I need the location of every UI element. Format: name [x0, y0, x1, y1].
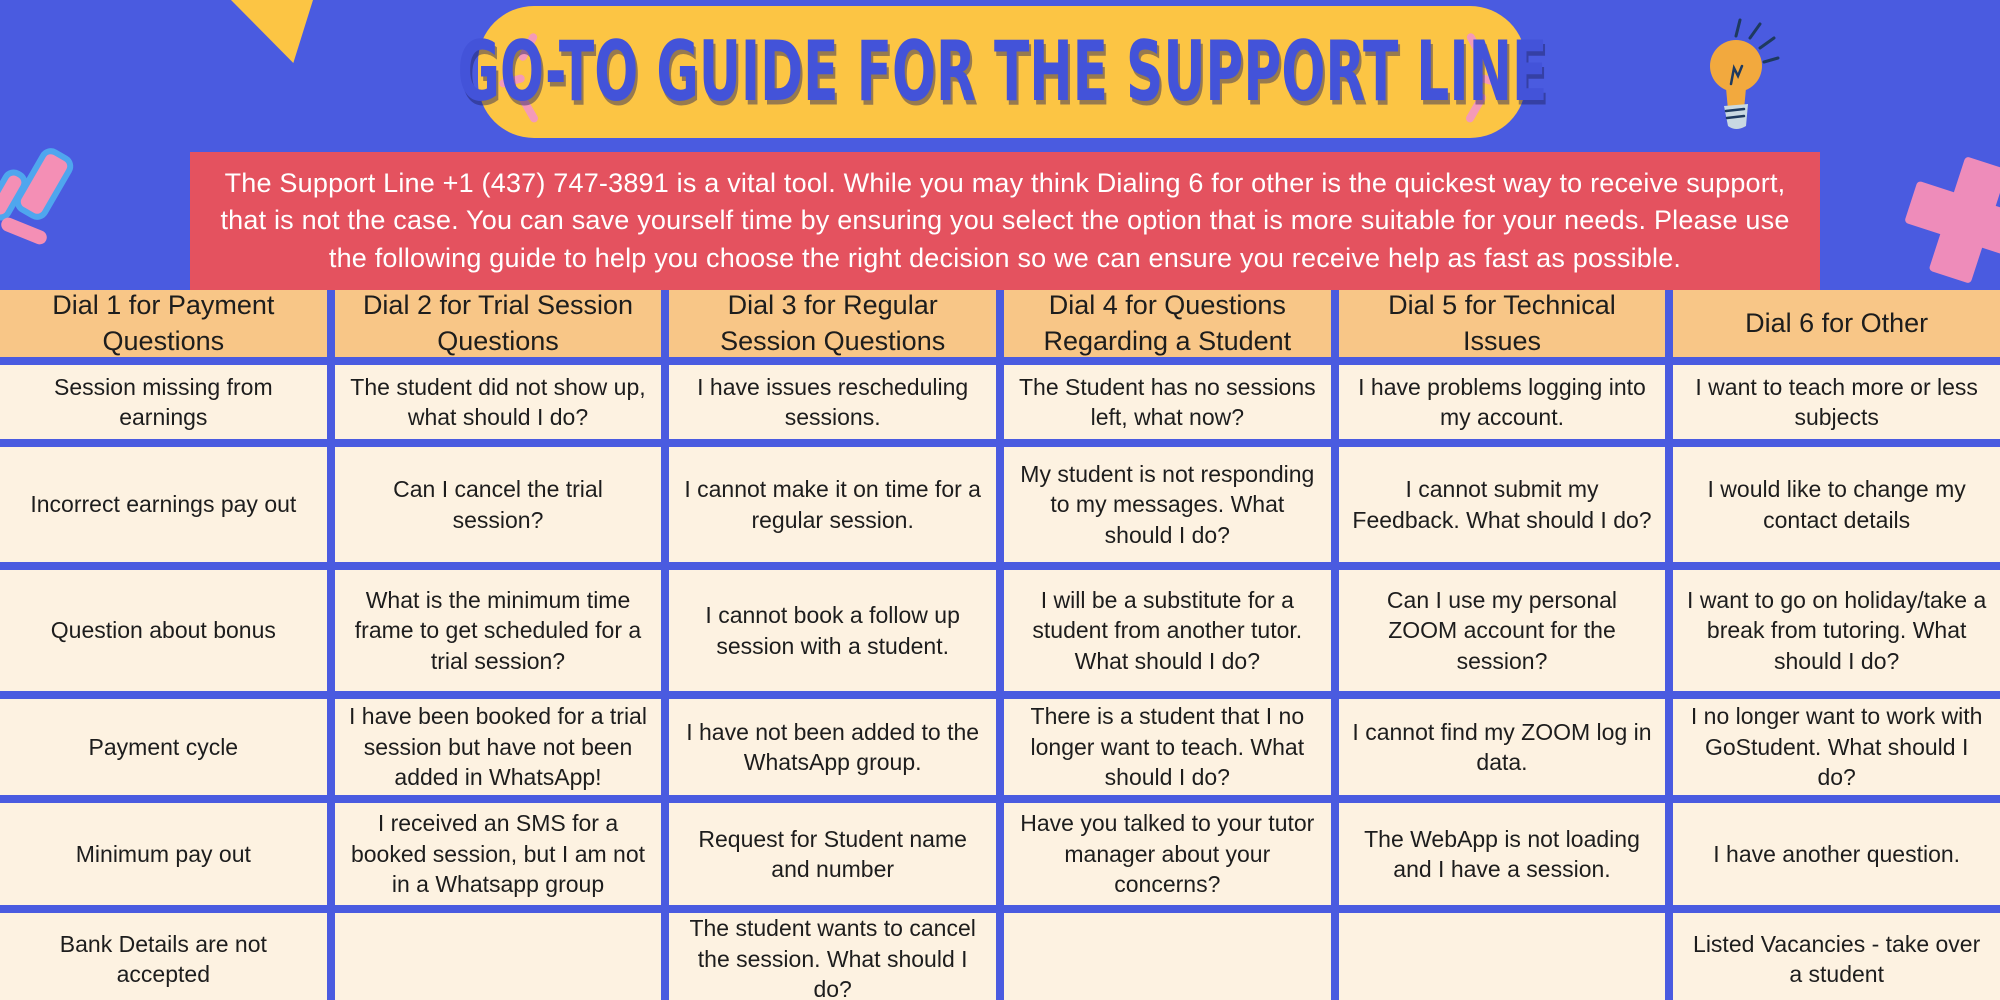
header-cell: Dial 1 for Payment Questions [0, 290, 327, 357]
table-cell: I want to teach more or less subjects [1673, 365, 2000, 439]
table-cell: I cannot make it on time for a regular session. [669, 447, 996, 562]
table-cell: I will be a substitute for a student from another tutor. What should I do? [1004, 570, 1331, 691]
title-banner [457, 6, 1547, 138]
table-cell: Can I use my personal ZOOM account for the session? [1339, 570, 1666, 691]
table-cell: I no longer want to work with GoStudent. What should I do? [1673, 699, 2000, 795]
table-cell: I want to go on holiday/take a break from tutoring. What should I do? [1673, 570, 2000, 691]
table-cell: I have issues rescheduling sessions. [669, 365, 996, 439]
table-cell: I cannot book a follow up session with a student. [669, 570, 996, 691]
header-cell: Dial 2 for Trial Session Questions [335, 290, 662, 357]
lightbulb-svg [1698, 18, 1788, 138]
table-cell: Bank Details are not accepted [0, 913, 327, 1000]
table-cell: I cannot find my ZOOM log in data. [1339, 699, 1666, 795]
table-cell [335, 913, 662, 1000]
table-cell: Question about bonus [0, 570, 327, 691]
table-cell [1004, 913, 1331, 1000]
page-title: GO-TO GUIDE FOR THE SUPPORT LINE [457, 23, 1547, 121]
table-cell: There is a student that I no longer want to teach. What should I do? [1004, 699, 1331, 795]
table-cell: I have another question. [1673, 803, 2000, 905]
support-table [0, 290, 2000, 1000]
table-cell: The student wants to cancel the session. What should I do? [669, 913, 996, 1000]
table-cell: What is the minimum time frame to get scheduled for a trial session? [335, 570, 662, 691]
triangle-icon [231, 0, 313, 63]
table-cell: Minimum pay out [0, 803, 327, 905]
table-cell: Session missing from earnings [0, 365, 327, 439]
table-cell: Payment cycle [0, 699, 327, 795]
table-cell: Can I cancel the trial session? [335, 447, 662, 562]
table-cell: I received an SMS for a booked session, but I am not in a Whatsapp group [335, 803, 662, 905]
table-cell: The student did not show up, what should I do? [335, 365, 662, 439]
plus-cross-icon [1892, 144, 2000, 295]
table-cell: The WebApp is not loading and I have a session. [1339, 803, 1666, 905]
lightbulb-icon [1698, 18, 1788, 138]
intro-text: The Support Line +1 (437) 747-3891 is a vital tool. While you may think Dialing 6 for other is the quickest way to receive support, that is not the case. You can save yourself time by ensuring you select the option that is more suitable for your needs. Please use the following guide to help you choose the right decision so we can ensure you receive help as fast as possible. [220, 168, 1790, 273]
table-cell: The Student has no sessions left, what now? [1004, 365, 1331, 439]
header-cell: Dial 3 for Regular Session Questions [669, 290, 996, 357]
table-cell: I have not been added to the WhatsApp group. [669, 699, 996, 795]
table-cell: Listed Vacancies - take over a student [1673, 913, 2000, 1000]
table-cell: Request for Student name and number [669, 803, 996, 905]
header-cell: Dial 4 for Questions Regarding a Student [1004, 290, 1331, 357]
table-cell: I have problems logging into my account. [1339, 365, 1666, 439]
exclamation-doodle-icon [0, 146, 96, 256]
table-cell: I have been booked for a trial session but have not been added in WhatsApp! [335, 699, 662, 795]
header-cell: Dial 5 for Technical Issues [1339, 290, 1666, 357]
table-cell: Have you talked to your tutor manager about your concerns? [1004, 803, 1331, 905]
table-cell: I cannot submit my Feedback. What should I do? [1339, 447, 1666, 562]
table-cell: My student is not responding to my messages. What should I do? [1004, 447, 1331, 562]
intro-box [190, 152, 1820, 290]
exclamation-dash [0, 216, 49, 247]
table-cell: I would like to change my contact details [1673, 447, 2000, 562]
header-cell: Dial 6 for Other [1673, 290, 2000, 357]
table-cell: Incorrect earnings pay out [0, 447, 327, 562]
table-cell [1339, 913, 1666, 1000]
